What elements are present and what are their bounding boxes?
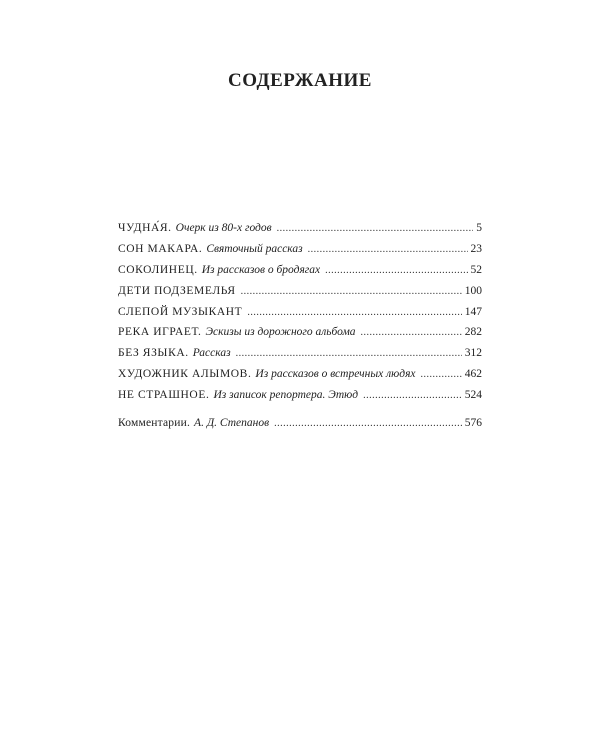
page-number: 312 bbox=[464, 347, 482, 360]
toc-entry bbox=[118, 285, 482, 306]
entry-subtitle: Из записок репортера. Этюд bbox=[213, 389, 359, 402]
page-number: 5 bbox=[476, 222, 482, 234]
page-number: 524 bbox=[464, 389, 482, 402]
page-number: 100 bbox=[464, 284, 482, 297]
page-number: 282 bbox=[464, 326, 482, 339]
entry-subtitle: Рассказ bbox=[192, 347, 231, 360]
page-number: 52 bbox=[470, 263, 482, 276]
entry-subtitle: Эскизы из дорожного альбома bbox=[205, 326, 356, 339]
entry-subtitle: Святочный рассказ bbox=[206, 242, 303, 255]
toc-entry bbox=[118, 326, 482, 347]
dot-leader bbox=[361, 327, 462, 338]
page-number: 576 bbox=[464, 417, 482, 430]
entry-title: РЕКА ИГРАЕТ. bbox=[118, 326, 202, 339]
entry-title: НЕ СТРАШНОЕ. bbox=[118, 389, 210, 402]
entry-title: БЕЗ ЯЗЫКА. bbox=[118, 347, 189, 360]
dot-leader bbox=[363, 390, 462, 401]
entry-subtitle: Из рассказов о встречных людях bbox=[255, 368, 416, 381]
toc-entry bbox=[118, 264, 482, 285]
toc-entry bbox=[118, 389, 482, 410]
dot-leader bbox=[421, 369, 462, 380]
page-title: СОДЕРЖАНИЕ bbox=[228, 70, 372, 91]
dot-leader bbox=[241, 286, 462, 297]
toc-entry bbox=[118, 347, 482, 368]
entry-title: СОКОЛИНЕЦ. bbox=[118, 263, 198, 276]
dot-leader bbox=[308, 244, 468, 255]
entry-title: ЧУДНА́Я. bbox=[118, 222, 172, 234]
entry-title: ХУДОЖНИК АЛЫМОВ. bbox=[118, 368, 252, 381]
dot-leader bbox=[247, 307, 461, 318]
entry-subtitle: Очерк из 80-х годов bbox=[175, 222, 272, 234]
comments-title: Комментарии. bbox=[118, 417, 191, 430]
toc-entry bbox=[118, 306, 482, 327]
dot-leader bbox=[277, 223, 474, 234]
dot-leader bbox=[325, 265, 467, 276]
table-of-contents bbox=[118, 222, 482, 438]
dot-leader bbox=[274, 418, 462, 429]
dot-leader bbox=[236, 348, 462, 359]
entry-title: СОН МАКАРА. bbox=[118, 242, 203, 255]
page-number: 23 bbox=[470, 242, 482, 255]
page-number: 462 bbox=[464, 368, 482, 381]
comments-author: А. Д. Степанов bbox=[194, 417, 270, 430]
toc-entry-comments bbox=[118, 417, 482, 438]
page-number: 147 bbox=[464, 305, 482, 318]
entry-title: ДЕТИ ПОДЗЕМЕЛЬЯ bbox=[118, 284, 236, 297]
toc-entry bbox=[118, 222, 482, 243]
entry-subtitle: Из рассказов о бродягах bbox=[201, 263, 321, 276]
toc-entry bbox=[118, 243, 482, 264]
toc-entry bbox=[118, 368, 482, 389]
entry-title: СЛЕПОЙ МУЗЫКАНТ bbox=[118, 305, 243, 318]
